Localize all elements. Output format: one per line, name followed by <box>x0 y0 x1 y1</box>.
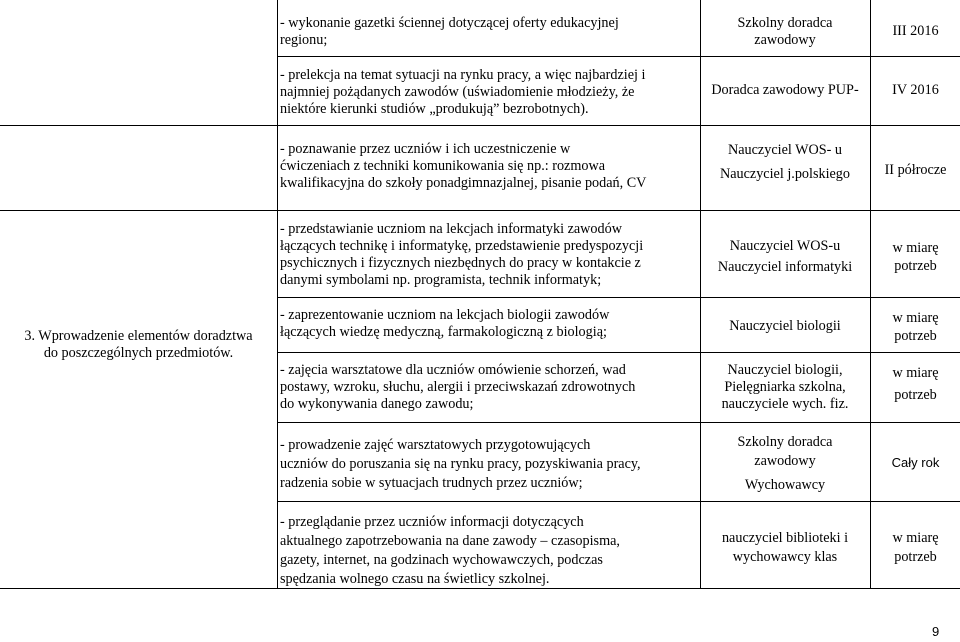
section-title-line: 3. Wprowadzenie elementów doradztwa <box>24 328 253 344</box>
responsible-cell <box>700 82 870 99</box>
responsible-line: Nauczyciel biologii, <box>727 362 843 378</box>
row-border <box>277 56 960 57</box>
activity-line: - prelekcja na temat sytuacji na rynku pracy, a więc najbardziej i <box>280 67 646 83</box>
activity-line: - prowadzenie zajęć warsztatowych przygotowujących <box>280 437 591 453</box>
row-border <box>277 422 960 423</box>
responsible-cell <box>700 362 870 413</box>
row-border <box>0 210 960 211</box>
term-line: II półrocze <box>884 162 947 178</box>
term-line: potrzeb <box>894 387 937 403</box>
activity-line: - przeglądanie przez uczniów informacji dotyczących <box>280 514 584 530</box>
page-number: 9 <box>932 624 940 639</box>
term-line: potrzeb <box>894 549 937 565</box>
responsible-cell <box>700 433 870 495</box>
term-line: potrzeb <box>894 258 937 274</box>
activity-line: psychicznych i fizycznych niezbędnych do pracy w kontakcie z <box>280 255 641 271</box>
activity-line: postawy, wzroku, słuchu, alergii i przeciwskazań zdrowotnych <box>280 379 636 395</box>
term-line: w miarę <box>892 310 939 326</box>
responsible-line: nauczyciele wych. fiz. <box>721 396 849 412</box>
term-line: w miarę <box>892 530 939 546</box>
activity-cell <box>280 513 698 589</box>
term-line: III 2016 <box>892 23 939 39</box>
activity-line: danymi symbolami np. programista, technik informatyk; <box>280 272 602 288</box>
activity-line: najmniej pożądanych zawodów (uświadomienie młodzieży, że <box>280 84 635 100</box>
responsible-line: Nauczyciel j.polskiego <box>719 166 850 182</box>
responsible-cell <box>700 15 870 49</box>
activity-cell <box>280 436 698 493</box>
activity-line: - zajęcia warsztatowe dla uczniów omówienie schorzeń, wad <box>280 362 626 378</box>
activity-line: gazety, internet, na godzinach wychowawczych, podczas <box>280 552 603 568</box>
term-line: Cały rok <box>891 455 940 470</box>
activity-line: radzenia sobie w sytuacjach trudnych przez uczniów; <box>280 475 583 491</box>
activity-line: aktualnego zapotrzebowania na dane zawody – czasopisma, <box>280 533 620 549</box>
responsible-line: Szkolny doradca <box>737 15 833 31</box>
term-cell <box>871 82 960 99</box>
activity-line: - przedstawianie uczniom na lekcjach informatyki zawodów <box>280 221 622 237</box>
responsible-line: Szkolny doradca <box>737 434 833 450</box>
responsible-line: zawodowy <box>754 453 816 469</box>
activity-line: uczniów do poruszania się na rynku pracy, pozyskiwania pracy, <box>280 456 641 472</box>
row-border <box>277 352 960 353</box>
responsible-line: Nauczyciel biologii <box>729 318 841 334</box>
activity-cell <box>280 15 698 49</box>
term-cell <box>871 455 960 470</box>
term-cell <box>871 239 960 275</box>
activity-line: spędzania wolnego czasu na świetlicy szkolnej. <box>280 571 550 587</box>
activity-cell <box>280 67 698 118</box>
responsible-line: Nauczyciel informatyki <box>717 259 853 275</box>
term-cell <box>871 362 960 406</box>
term-cell <box>871 529 960 567</box>
responsible-cell <box>700 529 870 567</box>
activity-line: kwalifikacyjna do szkoły ponadgimnazjalnej, pisanie podań, CV <box>280 175 647 191</box>
responsible-line: Nauczyciel WOS- u <box>728 142 842 158</box>
activity-cell <box>280 362 698 413</box>
term-line: potrzeb <box>894 328 937 344</box>
activity-line: niektóre kierunki studiów „produkują” bezrobotnych). <box>280 101 589 117</box>
column-border <box>277 0 278 589</box>
term-cell <box>871 162 960 179</box>
responsible-line: Wychowawcy <box>744 477 826 493</box>
activity-cell <box>280 307 698 341</box>
activity-cell <box>280 141 698 192</box>
responsible-line: Doradca zawodowy PUP- <box>711 82 859 98</box>
term-cell <box>871 23 960 40</box>
activity-line: łączących technikę i informatykę, przedstawienie predyspozycji <box>280 238 644 254</box>
activity-line: - wykonanie gazetki ściennej dotyczącej oferty edukacyjnej <box>280 15 619 31</box>
term-cell <box>871 309 960 345</box>
responsible-line: Pielęgniarka szkolna, <box>724 379 846 395</box>
responsible-line: zawodowy <box>754 32 816 48</box>
activity-line: - poznawanie przez uczniów i ich uczestniczenie w <box>280 141 571 157</box>
activity-line: do wykonywania danego zawodu; <box>280 396 474 412</box>
responsible-cell <box>700 138 870 186</box>
activity-cell <box>280 221 698 289</box>
responsible-line: nauczyciel biblioteki i <box>721 530 849 546</box>
row-border <box>277 297 960 298</box>
section-title-line: do poszczególnych przedmiotów. <box>43 345 234 361</box>
responsible-line: wychowawcy klas <box>732 549 838 565</box>
term-line: w miarę <box>892 365 939 381</box>
activity-line: ćwiczeniach z techniki komunikowania się np.: rozmowa <box>280 158 606 174</box>
activity-line: regionu; <box>280 32 328 48</box>
responsible-cell <box>700 236 870 278</box>
responsible-cell <box>700 318 870 335</box>
activity-line: łączących wiedzę medyczną, farmakologiczną z biologią; <box>280 324 607 340</box>
section-title <box>0 328 277 362</box>
term-line: w miarę <box>892 240 939 256</box>
activity-line: - zaprezentowanie uczniom na lekcjach biologii zawodów <box>280 307 610 323</box>
responsible-line: Nauczyciel WOS-u <box>729 238 841 254</box>
row-border <box>277 501 960 502</box>
row-border <box>0 125 960 126</box>
term-line: IV 2016 <box>892 82 939 98</box>
